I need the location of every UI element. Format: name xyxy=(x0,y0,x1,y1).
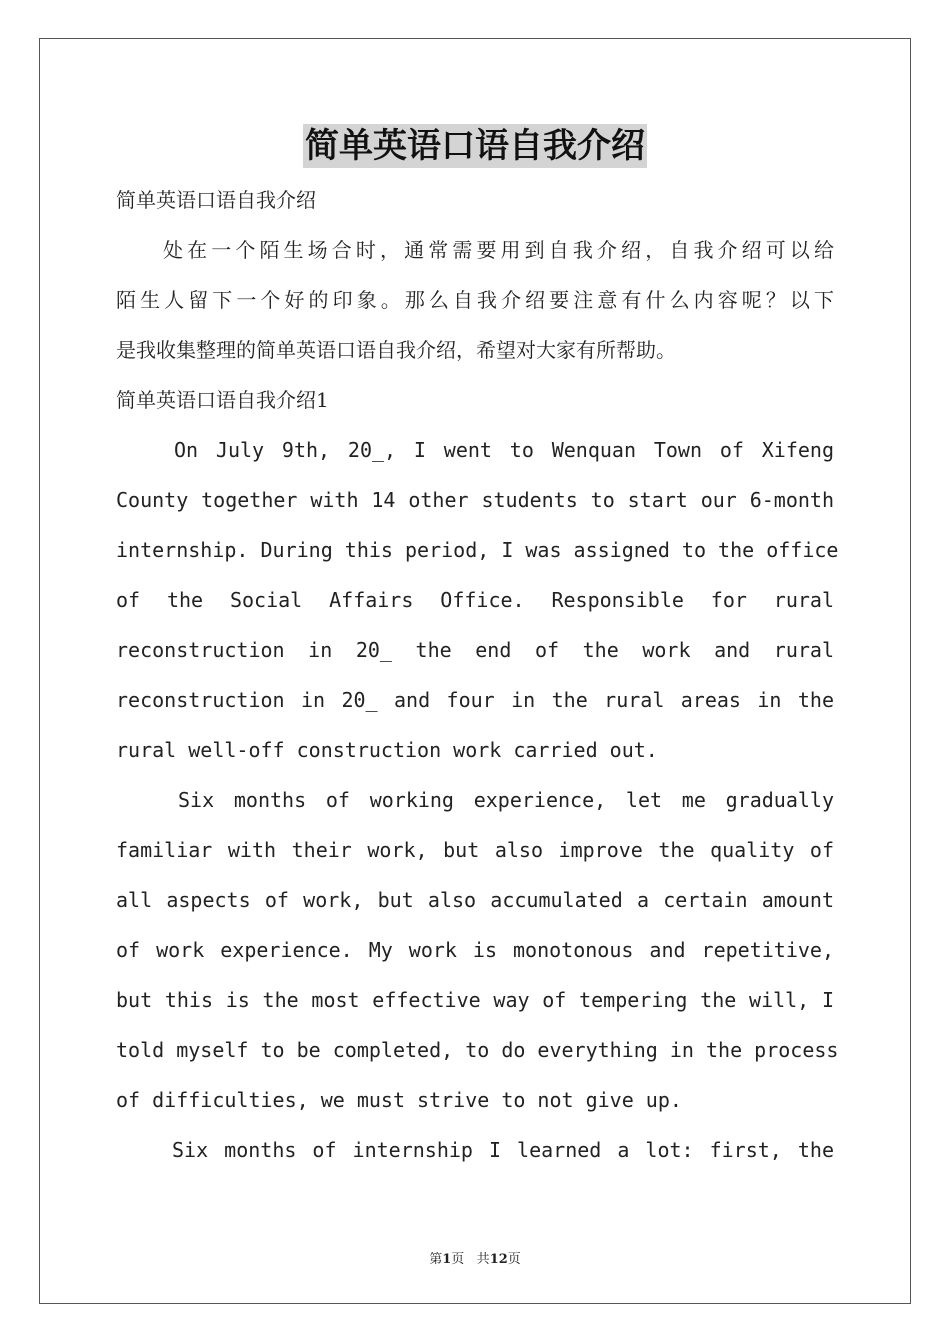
total-pages: 12 xyxy=(489,1252,508,1267)
paragraph-line: reconstruction in 20_ the end of the work and rural xyxy=(116,638,834,662)
paragraph-line: all aspects of work, but also accumulated a certain amount xyxy=(116,888,834,912)
paragraph-line: of work experience. My work is monotonous and repetitive, xyxy=(116,938,834,962)
intro-line: 是我收集整理的简单英语口语自我介绍，希望对大家有所帮助。 xyxy=(116,338,676,362)
page-number: 1 xyxy=(442,1252,452,1267)
paragraph-line: familiar with their work, but also improve the quality of xyxy=(116,838,834,862)
paragraph-line: On July 9th, 20_, I went to Wenquan Town of Xifeng xyxy=(174,438,834,462)
document-title: 简单英语口语自我介绍 xyxy=(305,126,645,166)
page-suffix: 页 xyxy=(451,1252,465,1267)
paragraph-line: Six months of internship I learned a lot: first, the xyxy=(172,1138,834,1162)
subtitle: 简单英语口语自我介绍 xyxy=(116,188,316,212)
paragraph-line: Six months of working experience, let me gradually xyxy=(178,788,834,812)
paragraph-line: internship. During this period, I was assigned to the office xyxy=(116,538,839,562)
paragraph-line: of difficulties, we must strive to not give up. xyxy=(116,1088,682,1112)
page-footer xyxy=(0,1248,950,1267)
total-suffix: 页 xyxy=(507,1252,521,1267)
paragraph-line: of the Social Affairs Office. Responsible for rural xyxy=(116,588,834,612)
paragraph-line: rural well-off construction work carried out. xyxy=(116,738,658,762)
page-prefix: 第 xyxy=(429,1252,443,1267)
paragraph-line: told myself to be completed, to do everything in the process xyxy=(116,1038,839,1062)
paragraph-line: County together with 14 other students to start our 6-month xyxy=(116,488,834,512)
title-wrap xyxy=(0,124,950,168)
section-heading: 简单英语口语自我介绍1 xyxy=(116,388,329,412)
document-body xyxy=(116,175,839,1175)
intro-line: 处在一个陌生场合时，通常需要用到自我介绍，自我介绍可以给 xyxy=(163,238,834,262)
intro-line: 陌生人留下一个好的印象。那么自我介绍要注意有什么内容呢？以下 xyxy=(116,288,834,312)
total-prefix: 共 xyxy=(476,1252,490,1267)
paragraph-line: reconstruction in 20_ and four in the rural areas in the xyxy=(116,688,834,712)
paragraph-line: but this is the most effective way of tempering the will, I xyxy=(116,988,834,1012)
